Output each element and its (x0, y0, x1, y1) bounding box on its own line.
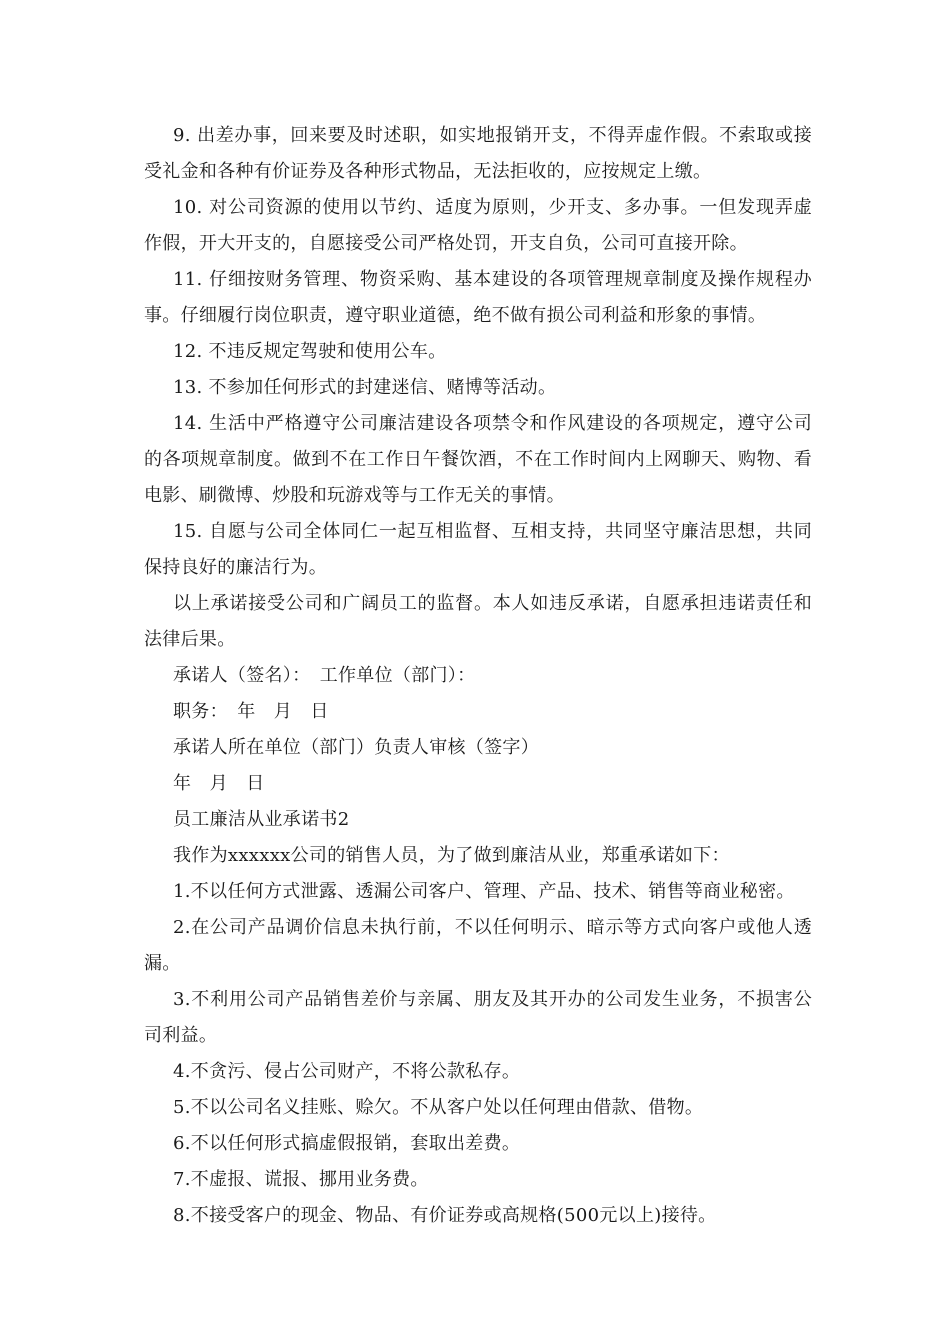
paragraph-item-9: 9. 出差办事，回来要及时述职，如实地报销开支，不得弄虚作假。不索取或接受礼金和各种有价证券及各种形式物品，无法拒收的，应按规定上缴。 (144, 125, 812, 182)
document-page (144, 118, 812, 1234)
commitment-acceptance: 以上承诺接受公司和广阔员工的监督。本人如违反承诺，自愿承担违诺责任和法律后果。 (144, 593, 812, 650)
paragraph-item-10: 10. 对公司资源的使用以节约、适度为原则，少开支、多办事。一但发现弄虚作假，开大开支的，自愿接受公司严格处罚，开支自负，公司可直接开除。 (144, 197, 812, 254)
signature-line: 承诺人（签名）： 工作单位（部门）： (173, 665, 476, 686)
paragraph-item-12: 12. 不违反规定驾驶和使用公车。 (173, 341, 447, 362)
intro-paragraph: 我作为xxxxxx公司的销售人员，为了做到廉洁从业，郑重承诺如下： (173, 845, 730, 866)
commitment-item-6: 6.不以任何形式搞虚假报销，套取出差费。 (173, 1133, 521, 1154)
paragraph-item-11: 11. 仔细按财务管理、物资采购、基本建设的各项管理规章制度及操作规程办事。仔细履行岗位职责，遵守职业道德，绝不做有损公司利益和形象的事情。 (144, 269, 812, 326)
paragraph-item-15: 15. 自愿与公司全体同仁一起互相监督、互相支持，共同坚守廉洁思想，共同保持良好的廉洁行为。 (144, 521, 812, 578)
commitment-item-7: 7.不虚报、谎报、挪用业务费。 (173, 1169, 429, 1190)
date-line: 年 月 日 (173, 773, 265, 794)
reviewer-signature-line: 承诺人所在单位（部门）负责人审核（签字） (173, 737, 539, 758)
paragraph-item-13: 13. 不参加任何形式的封建迷信、赌博等活动。 (173, 377, 557, 398)
commitment-item-2: 2.在公司产品调价信息未执行前，不以任何明示、暗示等方式向客户或他人透漏。 (144, 917, 812, 974)
commitment-item-5: 5.不以公司名义挂账、赊欠。不从客户处以任何理由借款、借物。 (173, 1097, 704, 1118)
position-date-line: 职务： 年 月 日 (173, 701, 329, 722)
commitment-item-3: 3.不利用公司产品销售差价与亲属、朋友及其开办的公司发生业务，不损害公司利益。 (144, 989, 812, 1046)
paragraph-item-14: 14. 生活中严格遵守公司廉洁建设各项禁令和作风建设的各项规定，遵守公司的各项规章制度。做到不在工作日午餐饮酒，不在工作时间内上网聊天、购物、看电影、刷微博、炒股和玩游戏等与工作无关的事情。 (144, 413, 812, 506)
commitment-item-4: 4.不贪污、侵占公司财产，不将公款私存。 (173, 1061, 521, 1082)
commitment-item-1: 1.不以任何方式泄露、透漏公司客户、管理、产品、技术、销售等商业秘密。 (173, 881, 795, 902)
commitment-item-8: 8.不接受客户的现金、物品、有价证券或高规格(500元以上)接待。 (173, 1205, 717, 1226)
section-title: 员工廉洁从业承诺书2 (173, 809, 350, 830)
